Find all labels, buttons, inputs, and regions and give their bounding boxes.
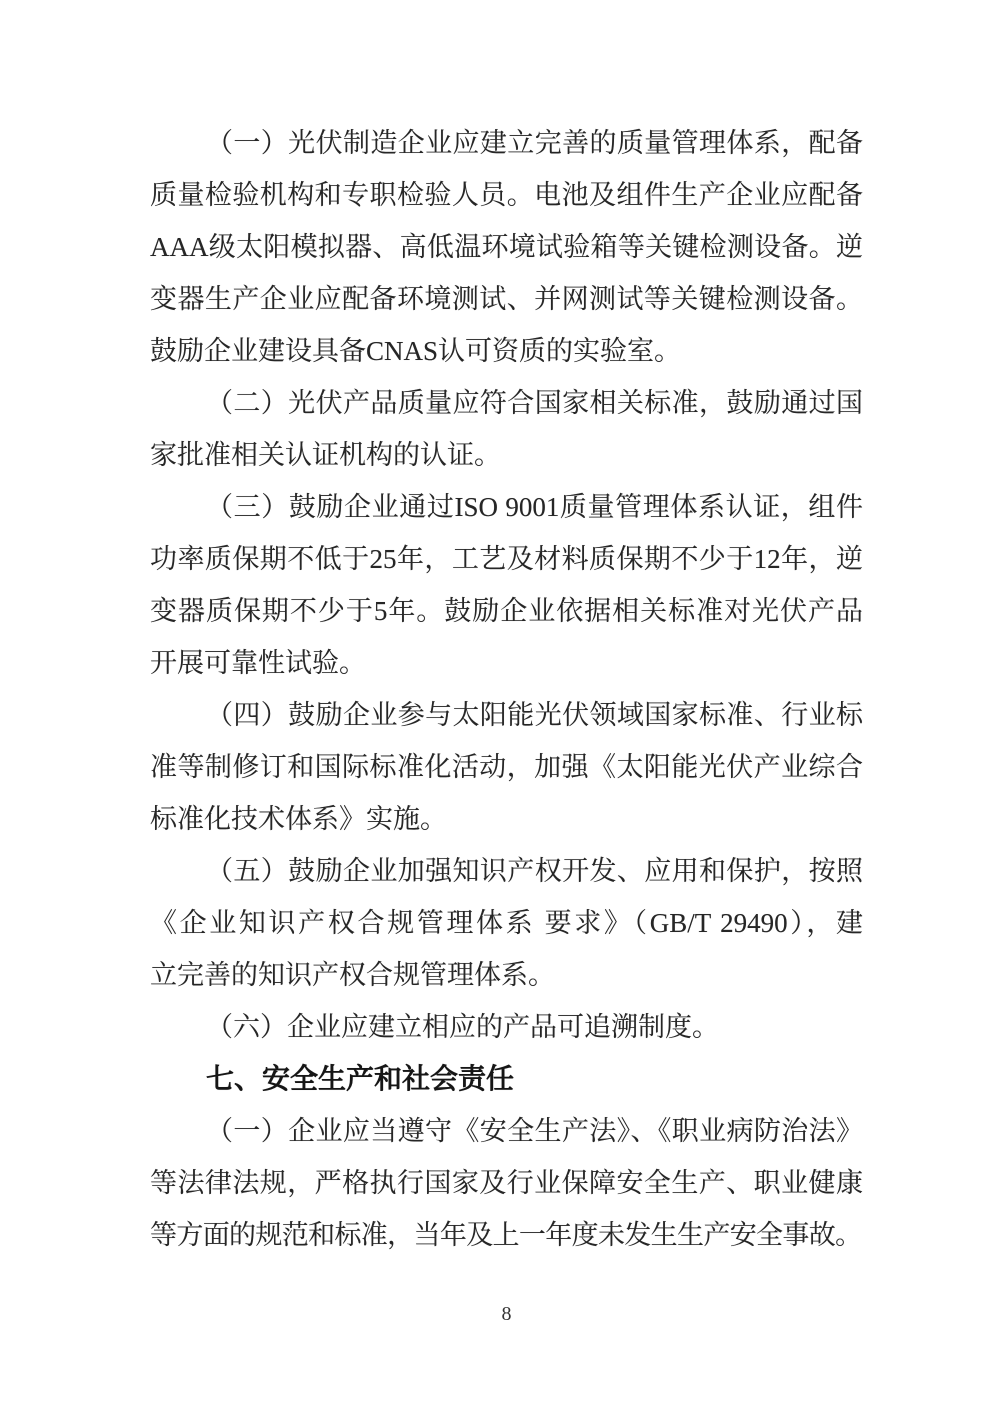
paragraph-line: （一）企业应当遵守《安全生产法》、《职业病防治法》	[206, 1116, 863, 1146]
paragraph-line: 开展可靠性试验。	[150, 648, 366, 678]
paragraph-line: （一）光伏制造企业应建立完善的质量管理体系，配备	[206, 128, 863, 158]
paragraph-line: （四）鼓励企业参与太阳能光伏领域国家标准、行业标	[206, 700, 863, 730]
paragraph-line: 立完善的知识产权合规管理体系。	[150, 960, 555, 990]
paragraph-line: 准等制修订和国际标准化活动，加强《太阳能光伏产业综合	[150, 752, 863, 782]
paragraph-line: 质量检验机构和专职检验人员。电池及组件生产企业应配备	[150, 180, 863, 210]
paragraph-line: 等法律法规，严格执行国家及行业保障安全生产、职业健康	[150, 1168, 863, 1198]
paragraph-line: 《企业知识产权合规管理体系 要求》（GB/T 29490），建	[150, 908, 863, 938]
paragraph-line: （二）光伏产品质量应符合国家相关标准，鼓励通过国	[206, 388, 863, 418]
paragraph-line: AAA级太阳模拟器、高低温环境试验箱等关键检测设备。逆	[150, 232, 863, 262]
paragraph-line: （五）鼓励企业加强知识产权开发、应用和保护，按照	[206, 856, 863, 886]
paragraph-line: （三）鼓励企业通过ISO 9001质量管理体系认证，组件	[206, 492, 863, 522]
paragraph-line: （六）企业应建立相应的产品可追溯制度。	[206, 1012, 719, 1042]
page-number: 8	[501, 1303, 512, 1325]
paragraph-line: 鼓励企业建设具备CNAS认可资质的实验室。	[150, 336, 682, 366]
paragraph-line: 功率质保期不低于25年，工艺及材料质保期不少于12年，逆	[150, 544, 863, 574]
paragraph-line: 家批准相关认证机构的认证。	[150, 440, 501, 470]
paragraph-line: 变器质保期不少于5年。鼓励企业依据相关标准对光伏产品	[150, 596, 863, 626]
section-heading: 七、安全生产和社会责任	[206, 1063, 515, 1094]
paragraph-line: 等方面的规范和标准，当年及上一年度未发生生产安全事故。	[150, 1220, 862, 1250]
paragraph-line: 标准化技术体系》实施。	[150, 804, 447, 834]
paragraph-line: 变器生产企业应配备环境测试、并网测试等关键检测设备。	[150, 284, 863, 314]
document-body	[150, 117, 863, 1261]
